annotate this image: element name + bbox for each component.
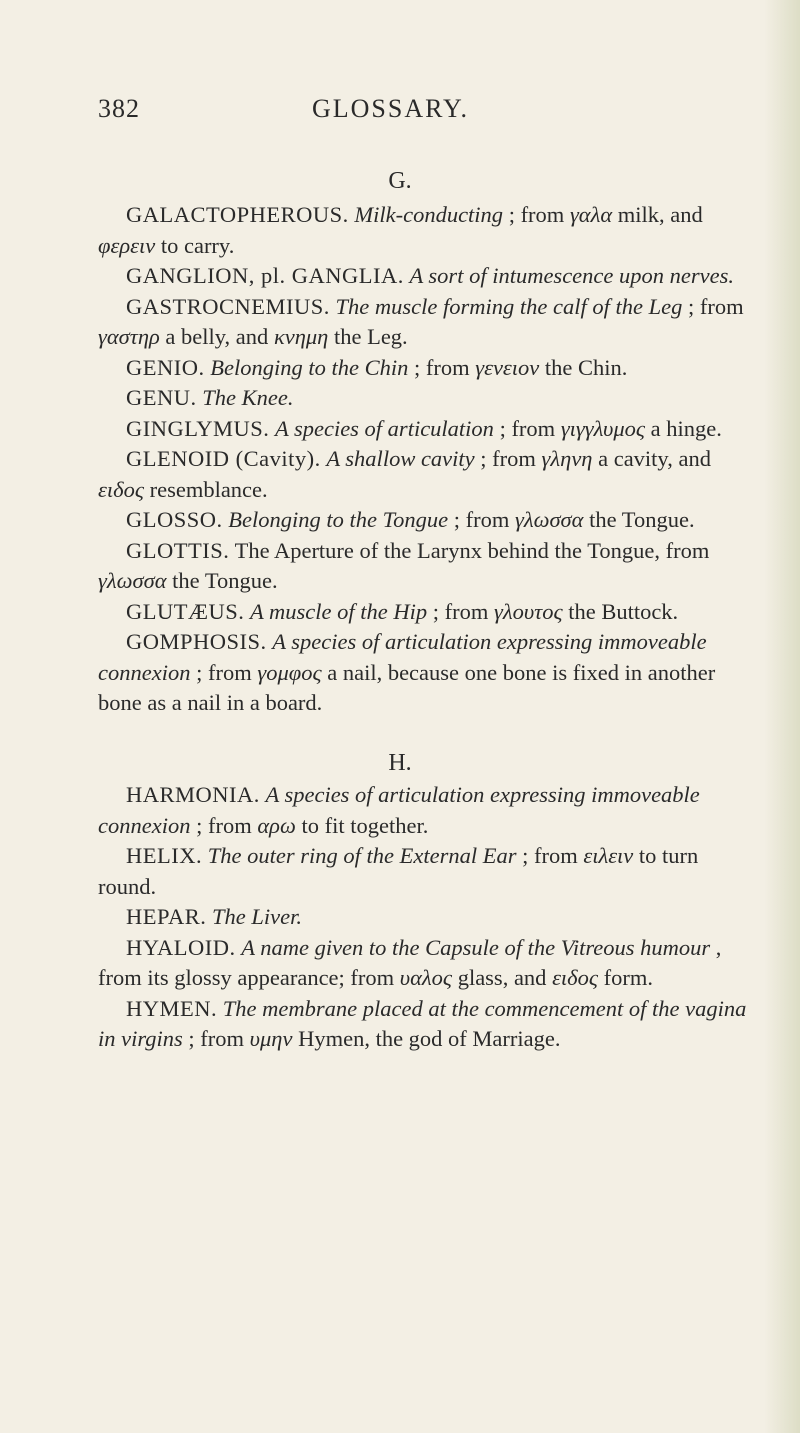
entry-text: milk, and bbox=[617, 202, 703, 227]
entry-definition: The Knee. bbox=[202, 385, 294, 410]
entry-greek: γλωσσα bbox=[98, 568, 167, 593]
entry-text: The Aperture of the Larynx behind the Tongue, from bbox=[234, 537, 710, 563]
glossary-entry bbox=[98, 292, 760, 353]
entry-term: GENU. bbox=[126, 385, 197, 410]
entry-greek: ειδος bbox=[98, 476, 144, 502]
entry-text: resemblance. bbox=[149, 476, 268, 502]
entry-definition: The muscle forming the calf of the Leg bbox=[335, 293, 683, 319]
entry-term: GENIO. bbox=[126, 354, 205, 380]
entry-text: to carry. bbox=[160, 232, 235, 258]
entry-term: GOMPHOSIS. bbox=[126, 629, 267, 654]
entry-definition: Belonging to the Tongue bbox=[228, 507, 449, 532]
section-letter-h: H. bbox=[388, 750, 412, 776]
entry-term: HYALOID. bbox=[126, 934, 236, 960]
entry-greek: γιγγλυμος bbox=[560, 415, 646, 441]
page-edge-shadow bbox=[764, 0, 800, 1433]
entry-text: a hinge. bbox=[650, 415, 722, 441]
entry-term: HELIX. bbox=[126, 843, 203, 868]
entry-greek: υαλος bbox=[399, 965, 453, 990]
glossary-entry bbox=[98, 841, 760, 902]
entry-term: HARMONIA. bbox=[126, 782, 260, 807]
entry-text: the Tongue. bbox=[589, 507, 695, 532]
entry-definition: A shallow cavity bbox=[326, 446, 475, 471]
entry-text: the Leg. bbox=[333, 324, 408, 349]
glossary-section-g bbox=[98, 200, 760, 719]
page-header bbox=[0, 94, 800, 134]
entry-text: ; from bbox=[196, 812, 252, 838]
entry-greek: υμην bbox=[249, 1026, 293, 1051]
entry-term: GINGLYMUS. bbox=[126, 415, 270, 441]
entry-text: the Chin. bbox=[544, 354, 628, 380]
glossary-entry bbox=[98, 933, 760, 994]
entry-text: ; from bbox=[508, 202, 565, 227]
entry-term: GASTROCNEMIUS. bbox=[126, 293, 330, 319]
entry-definition: A name given to the Capsule of the Vitreous humour bbox=[241, 934, 711, 960]
glossary-section-h bbox=[98, 780, 760, 1055]
entry-term: GALACTOPHEROUS. bbox=[126, 202, 349, 227]
glossary-entry bbox=[98, 353, 760, 384]
section-letter-g: G. bbox=[388, 168, 412, 194]
entry-text: , from its glossy appearance; from bbox=[98, 934, 722, 990]
entry-term: HYMEN. bbox=[126, 995, 218, 1021]
entry-term: GLUTÆUS. bbox=[126, 598, 245, 624]
entry-greek: κνημη bbox=[273, 324, 329, 349]
entry-greek: γληνη bbox=[541, 446, 593, 471]
glossary-entry bbox=[98, 627, 760, 719]
glossary-entry bbox=[98, 597, 760, 628]
page-number: 382 bbox=[98, 94, 140, 123]
entry-definition: The outer ring of the External Ear bbox=[207, 843, 517, 868]
entry-definition: The Liver. bbox=[211, 904, 302, 929]
entry-text: to turn round. bbox=[98, 843, 699, 899]
entry-definition: A species of articulation expressing immoveable connexion bbox=[98, 782, 700, 838]
glossary-entry bbox=[98, 414, 760, 445]
entry-greek: ειδος bbox=[552, 965, 599, 990]
entry-definition: A species of articulation bbox=[275, 415, 494, 441]
entry-term: HEPAR. bbox=[126, 904, 207, 929]
entry-term: GANGLION, pl. GANGLIA. bbox=[126, 263, 404, 288]
entry-definition: A muscle of the Hip bbox=[250, 598, 428, 624]
glossary-entry bbox=[98, 902, 760, 933]
glossary-entry bbox=[98, 994, 760, 1055]
entry-definition: A species of articulation expressing immoveable connexion bbox=[98, 629, 707, 685]
entry-greek: αρω bbox=[257, 812, 296, 838]
entry-text: ; from bbox=[499, 415, 556, 441]
entry-text: the Buttock. bbox=[568, 598, 679, 624]
entry-text: ; from bbox=[196, 659, 252, 685]
entry-definition: A sort of intumescence upon nerves. bbox=[409, 263, 734, 288]
glossary-entry bbox=[98, 505, 760, 536]
entry-greek: γλουτος bbox=[493, 598, 563, 624]
entry-definition: The membrane placed at the commencement of the vagina in virgins bbox=[98, 995, 747, 1051]
entry-text: ; from bbox=[522, 843, 578, 868]
entry-greek: γομφος bbox=[257, 659, 322, 685]
entry-greek: ειλειν bbox=[583, 843, 634, 868]
entry-term: GLOTTIS. bbox=[126, 537, 230, 563]
entry-text: a nail, because one bone is fixed in another bone as a nail in a board. bbox=[98, 659, 716, 715]
entry-text: to fit together. bbox=[301, 812, 429, 838]
entry-greek: γλωσσα bbox=[514, 507, 584, 532]
entry-text: form. bbox=[603, 965, 654, 990]
glossary-entry bbox=[98, 200, 760, 261]
entry-term: GLENOID (Cavity). bbox=[126, 446, 321, 471]
entry-text: ; from bbox=[188, 1026, 245, 1051]
entry-greek: γενειον bbox=[475, 354, 540, 380]
entry-definition: Milk-conducting bbox=[354, 202, 504, 227]
glossary-entry bbox=[98, 536, 760, 597]
entry-greek: γαλα bbox=[569, 202, 613, 227]
entry-text: ; from bbox=[413, 354, 470, 380]
entry-definition: Belonging to the Chin bbox=[210, 354, 409, 380]
entry-text: glass, and bbox=[457, 965, 547, 990]
entry-greek: φερειν bbox=[98, 232, 156, 258]
glossary-entry bbox=[98, 780, 760, 841]
glossary-entry bbox=[98, 444, 760, 505]
entry-text: a cavity, and bbox=[598, 446, 711, 471]
entry-text: the Tongue. bbox=[172, 568, 278, 593]
entry-greek: γαστηρ bbox=[98, 324, 160, 349]
entry-text: ; from bbox=[480, 446, 536, 471]
entry-text: Hymen, the god of Marriage. bbox=[298, 1026, 561, 1051]
entry-text: ; from bbox=[687, 293, 744, 319]
glossary-entry bbox=[98, 383, 760, 414]
running-head: GLOSSARY. bbox=[312, 94, 469, 123]
entry-term: GLOSSO. bbox=[126, 507, 223, 532]
entry-text: a belly, and bbox=[165, 324, 269, 349]
entry-text: ; from bbox=[453, 507, 510, 532]
glossary-entry bbox=[98, 261, 760, 292]
entry-text: ; from bbox=[432, 598, 489, 624]
